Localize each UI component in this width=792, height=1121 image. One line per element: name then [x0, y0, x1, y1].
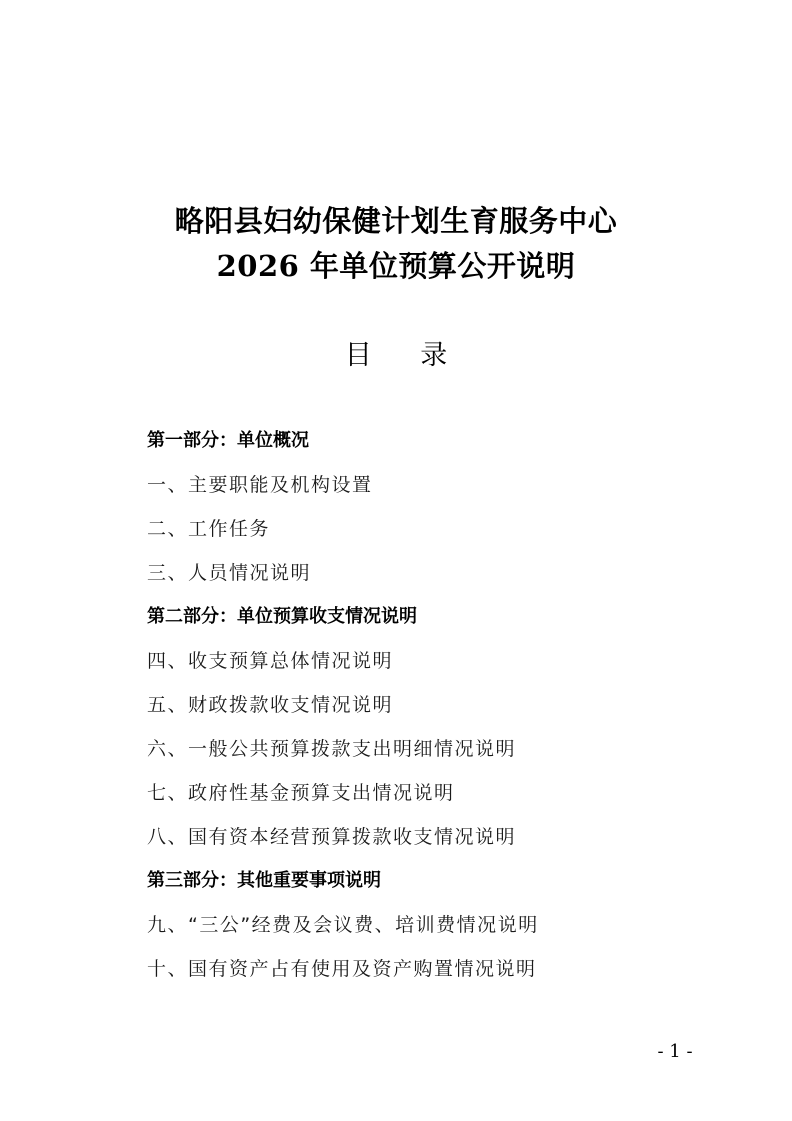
toc-part-3: 第三部分：其他重要事项说明 — [147, 870, 381, 891]
page-number: - 1 - — [657, 1041, 693, 1062]
document-title-line-2: 2026 年单位预算公开说明 — [216, 249, 576, 283]
toc-section-5: 五、财政拨款收支情况说明 — [147, 694, 394, 716]
toc-section-7: 七、政府性基金预算支出情况说明 — [147, 782, 455, 804]
toc-section-8: 八、国有资本经营预算拨款收支情况说明 — [147, 826, 517, 848]
toc-section-1: 一、主要职能及机构设置 — [147, 474, 373, 496]
toc-section-4: 四、收支预算总体情况说明 — [147, 650, 394, 672]
toc-section-6: 六、一般公共预算拨款支出明细情况说明 — [147, 738, 517, 760]
toc-section-3: 三、人员情况说明 — [147, 562, 312, 584]
toc-heading: 目 录 — [344, 340, 448, 371]
toc-section-9: 九、“三公”经费及会议费、培训费情况说明 — [147, 914, 539, 936]
toc-section-10: 十、国有资产占有使用及资产购置情况说明 — [147, 958, 537, 980]
toc-part-1: 第一部分：单位概况 — [147, 430, 309, 451]
toc-section-2: 二、工作任务 — [147, 518, 271, 540]
document-title-line-1: 略阳县妇幼保健计划生育服务中心 — [174, 204, 618, 238]
toc-part-2: 第二部分：单位预算收支情况说明 — [147, 606, 417, 627]
table-of-contents — [147, 426, 747, 998]
